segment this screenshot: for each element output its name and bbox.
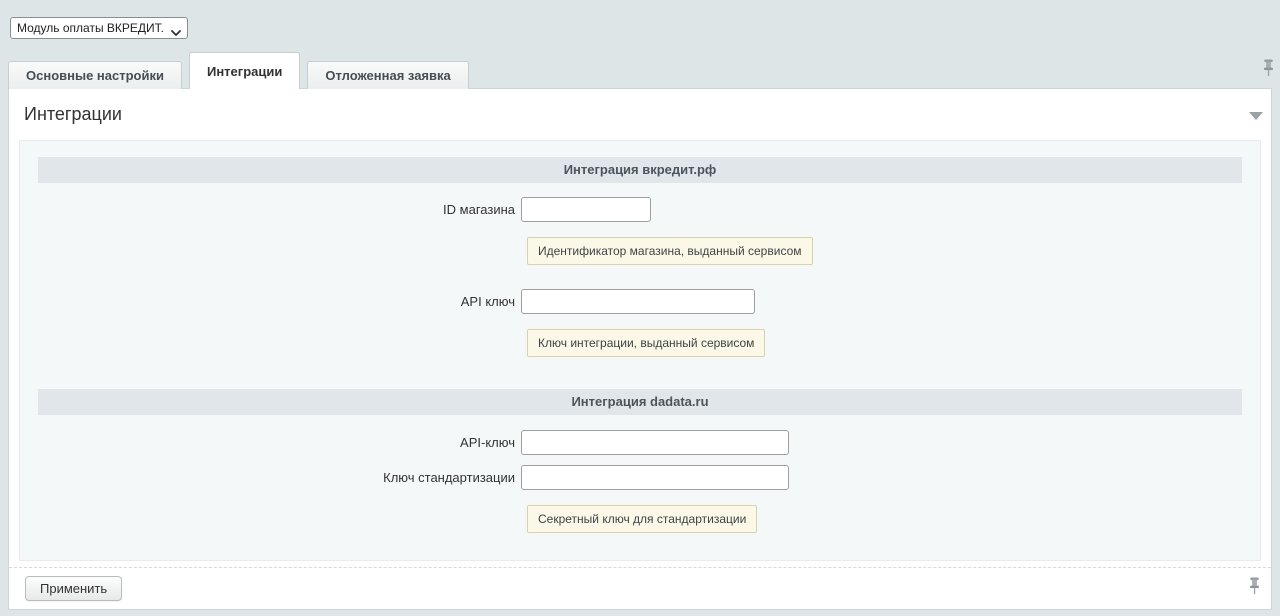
standardization-key-input[interactable] [521,465,789,490]
shop-id-hint: Идентификатор магазина, выданный сервисом [527,237,813,265]
api-key-label: API ключ [460,294,515,309]
shop-id-input[interactable] [521,197,651,222]
standardization-key-hint: Секретный ключ для стандартизации [527,505,757,533]
apply-button[interactable]: Применить [25,576,122,601]
hint-row [38,505,1242,533]
form-row-dadata-api-key [38,430,1242,455]
form-row-shop-id [38,197,1242,222]
api-key-hint: Ключ интеграции, выданный сервисом [527,329,765,357]
tab-label: Отложенная заявка [325,68,451,83]
tab-basic-settings[interactable] [8,61,182,89]
tab-deferred-request[interactable] [307,61,468,89]
dadata-api-key-label: API-ключ [460,435,515,450]
section-header-vkredit: Интеграция вкредит.рф [38,157,1242,183]
standardization-key-label: Ключ стандартизации [383,470,515,485]
pin-icon[interactable] [1248,577,1261,600]
panel-header [9,89,1271,140]
settings-panel [8,88,1272,610]
pin-icon[interactable] [1262,59,1275,82]
shop-id-label: ID магазина [443,202,515,217]
panel-footer [9,567,1271,609]
collapse-chevron-down-icon[interactable] [1249,112,1263,120]
module-select[interactable] [10,17,188,39]
page-title: Интеграции [24,104,122,124]
api-key-input[interactable] [521,289,755,314]
integration-form [19,140,1261,561]
tab-label: Интеграции [206,63,283,79]
tab-integrations[interactable] [189,52,300,89]
dadata-api-key-input[interactable] [521,430,789,455]
tab-bar [8,52,476,89]
module-select-wrap [10,17,188,39]
section-header-dadata: Интеграция dadata.ru [38,389,1242,415]
form-row-standardization-key [38,465,1242,490]
form-row-api-key [38,289,1242,314]
tab-label: Основные настройки [26,68,164,83]
hint-row [38,237,1242,265]
hint-row [38,329,1242,357]
